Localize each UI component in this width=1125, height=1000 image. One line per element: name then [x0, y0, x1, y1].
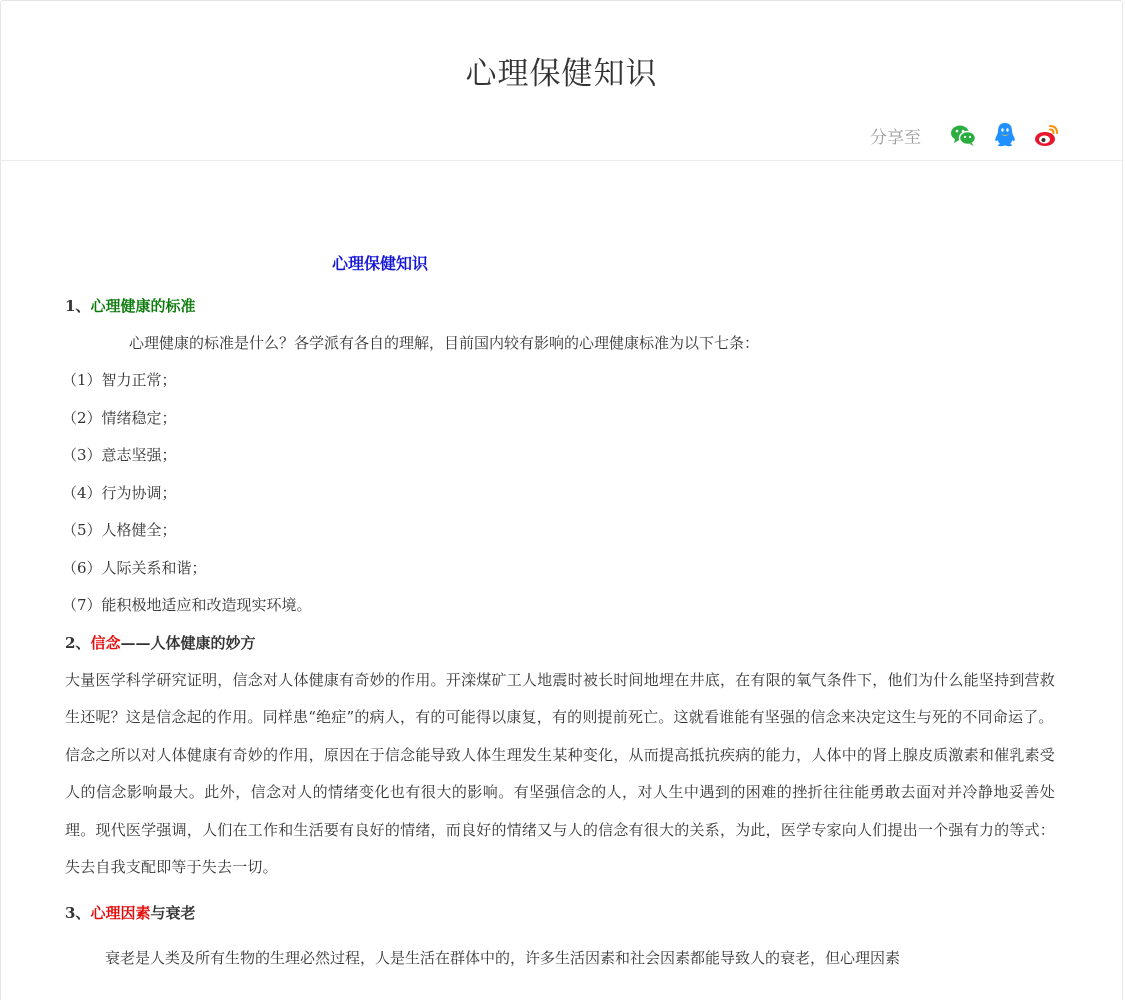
wechat-icon[interactable] [949, 121, 977, 149]
section-2-heading [65, 625, 1055, 662]
page-header [0, 0, 1123, 161]
section-3-number: 3、 [65, 903, 91, 922]
page-title: 心理保健知识 [465, 56, 658, 92]
section-2-number: 2、 [65, 633, 91, 652]
section-3-paragraph-1: 衰老是人类及所有生物的生理必然过程，人是生活在群体中的，许多生活因素和社会因素都能导致人的衰老，但心理因素 [105, 948, 901, 967]
weibo-icon[interactable] [1033, 121, 1061, 149]
list-item: （5）人格健全； [62, 521, 177, 539]
qq-icon[interactable] [991, 121, 1019, 149]
spacer [65, 887, 1055, 895]
section-1-intro: 心理健康的标准是什么？各学派有各自的理解，目前国内较有影响的心理健康标准为以下七条： [129, 334, 760, 352]
section-3-title-rest: 与衰老 [150, 903, 196, 922]
section-2-title-rest: ——人体健康的妙方 [120, 633, 256, 652]
section-1-title: 心理健康的标准 [90, 297, 196, 315]
share-bar [870, 120, 1061, 150]
list-item: （7）能积极地适应和改造现实环境。 [62, 596, 312, 614]
section-2-paragraph-2: 信念之所以对人体健康有奇妙的作用，原因在于信念能导致人体生理发生某种变化，从而提高抵抗疾病的能力，人体中的肾上腺皮质激素和催乳素受人的信念影响最大。此外，信念对人的情绪变化也有很大的影响。有坚强信念的人，对人生中遇到的困难的挫折往往能勇敢去面对并冷静地妥善处理。现代医学强调，人们在工作和生活要有良好的情绪，而良好的情绪又与人的信念有很大的关系，为此，医学专家向人们提出一个强有力的等式：失去自我支配即等于失去一切。 [65, 745, 1055, 876]
list-item: （3）意志坚强； [62, 446, 177, 464]
list-item: （1）智力正常； [62, 371, 177, 389]
share-label: 分享至 [870, 127, 921, 148]
document-title: 心理保健知识 [332, 254, 429, 273]
section-2-title-highlight: 信念 [90, 633, 121, 652]
section-1-number: 1、 [65, 297, 91, 315]
section-1-heading [65, 288, 1055, 325]
section-3-heading [65, 895, 1055, 932]
article-body [62, 240, 1055, 977]
section-2-paragraph-1: 大量医学科学研究证明，信念对人体健康有奇妙的作用。开滦煤矿工人地震时被长时间地埋在井底，在有限的氧气条件下，他们为什么能坚持到营救生还呢？这是信念起的作用。同样患“绝症”的病人，有的可能得以康复，有的则提前死亡。这就看谁能有坚强的信念来决定这生与死的不同命运了。 [65, 670, 1055, 726]
list-item: （6）人际关系和谐； [62, 558, 207, 577]
section-3-title-highlight: 心理因素 [90, 903, 151, 922]
list-item: （2）情绪稳定； [62, 408, 177, 427]
list-item: （4）行为协调； [62, 483, 177, 502]
